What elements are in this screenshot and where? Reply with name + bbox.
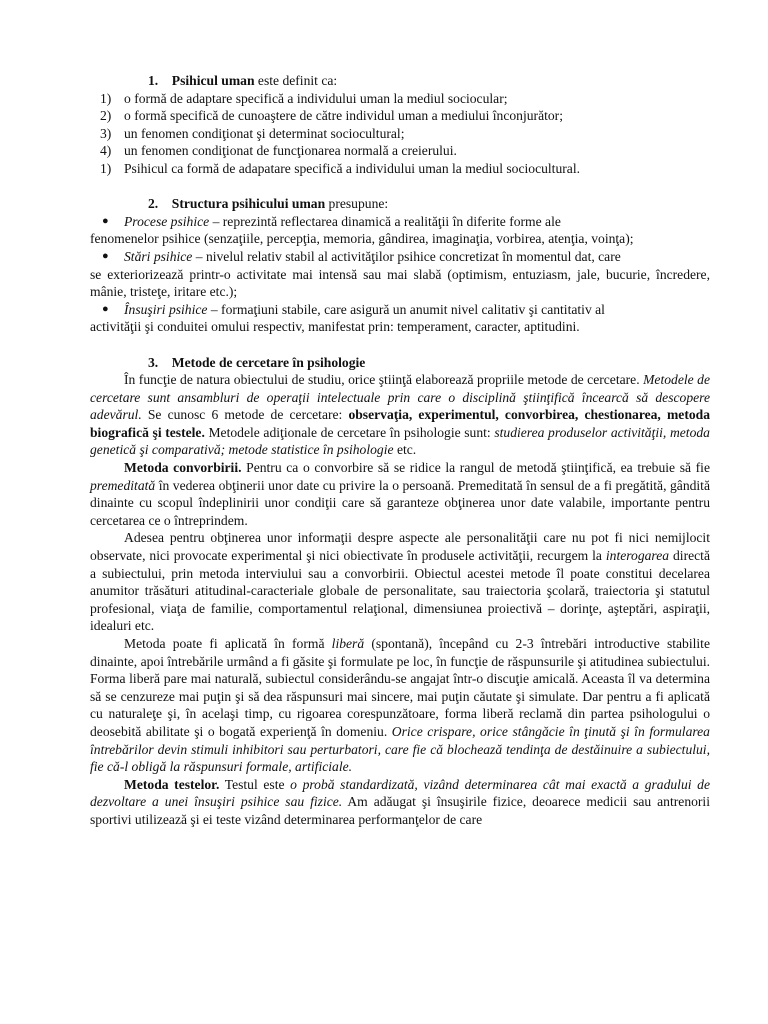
section-1-heading [90,72,710,90]
paragraph-forma-libera: Metoda poate fi aplicată în formă liberă (spontană), începând cu 2-3 întrebări introductive stabilite dinainte, apoi întrebările urmând a fi găsite şi formulate pe loc, în funcţie de răspunsurile şi atitudinea subiectului. Forma liberă pare mai naturală, subiectul considerându-se angajat într-o discuţie amicală. Aceasta îl va determina să se cenzureze mai puţin şi să dea răspunsuri mai sincere, mai puţin căutate şi simulate. Dar pentru a fi aplicată cu naturaleţe şi, în acelaşi timp, cu rigoarea corespunzătoare, forma liberă reclamă din partea psihologului o deosebită abilitate şi o bogată experienţă în domeniu. Orice crispare, orice stângăcie în ţinută şi în formularea întrebărilor devin stimuli inhibitori sau perturbatori, care fie că blochează tendinţa de destăinuire a subiectului, fie că-l obligă la răspunsuri formale, artificiale. [90,636,710,775]
paragraph-metoda-testelor: Metoda testelor. Testul este o probă standardizată, vizând determinarea cât mai exactă a gradului de dezvoltare a unei însuşiri psihice sau fizice. Am adăugat şi însuşirile fizice, deoarece medicii sau antrenorii sportivi utilizează şi ei teste vizând determinarea performanţelor de care [90,776,710,827]
paragraph-methods-intro: În funcţie de natura obiectului de studiu, orice ştiinţă elaborează propriile metode de cercetare. Metodele de cercetare sunt ansambluri de operaţii intelectuale prin care o disciplină ştiinţifică încearcă să descopere adevărul. Se cunosc 6 metode de cercetare: observaţia, experimentul, convorbirea, chestionarea, metoda biografică şi testele. Metodele adiţionale de cercetare în psihologie sunt: studierea produselor activităţii, metoda genetică şi comparativă; metode statistice în psihologie etc. [90,372,711,458]
section-2-title-rest: presupune: [325,196,389,212]
bullet-icon: ● [102,249,109,262]
section-2-number: 2. [148,196,159,212]
bullet-stari-psihice: ● Stări psihice – nivelul relativ stabil al activităţilor psihice concretizat în momentul dat, care se exteriorizează printr-o activitate mai intensă sau mai slabă (optimism, entuziasm, jale, bucurie, încredere, mânie, tristeţe, iritare etc.); [90,248,710,300]
bullet-icon: ● [102,302,109,315]
bullet-icon: ● [102,214,109,227]
list-item: 4) un fenomen condiţionat de funcţionarea normală a creierului. [100,143,457,159]
section-3-number: 3. [148,354,159,370]
paragraph-interogare: Adesea pentru obţinerea unor informaţii despre aspecte ale personalităţii care nu pot fi nici nemijlocit observate, nici provocate experimental şi nici obiectivate în produsele activităţii, recurgem la interogarea directă a subiectului, prin metoda interviului sau a convorbirii. Obiectul acestei metode îl poate constitui decelarea anumitor trăsături atitudinal-caracteriale globale de personalitate, sau traiectoria şcolară, traiectoria şi statutul profesional, viaţa de familie, comportamentul relaţional, dimensiunea proiectivă – dorinţe, aşteptări, aspiraţii, idealuri etc. [90,530,710,634]
list-item: 3) un fenomen condiţionat şi determinat sociocultural; [100,125,405,141]
definition-list [90,90,710,178]
list-item: 1) Psihicul ca formă de adapatare specifică a individului uman la mediul sociocultural. [100,160,580,176]
section-3-title: Metode de cercetare în psihologie [171,354,366,370]
paragraph-convorbire: Metoda convorbirii. Pentru ca o convorbire să se ridice la rangul de metodă ştiinţifică, ea trebuie să fie premeditată în vederea obţinerii unor date cu privire la o persoană. Premeditată în sensul de a fi pregătită, gândită dinainte cu scopul îndeplinirii unor condiţii care să garanteze obţinerea unor date valabile, importante pentru cercetarea ce o întreprindem. [90,460,710,528]
section-2-heading [90,195,710,213]
section-1-title-rest: este definit ca: [254,73,338,88]
section-1-number: 1. [148,73,159,88]
section-2-title: Structura psihicului uman [171,196,326,212]
section-3-heading [90,354,710,372]
section-1-title: Psihicul uman [171,73,255,88]
list-item: 2) o formă specifică de cunoaştere de către individul uman a mediului înconjurător; [100,108,563,124]
list-item: 1) o formă de adaptare specifică a individului uman la mediul sociocular; [100,90,508,106]
bullet-procese-psihice: ● Procese psihice – reprezintă reflectarea dinamică a realităţii în diferite forme ale fenomenelor psihice (senzaţiile, percepţia, memoria, gândirea, imaginaţia, vorbirea, atenţia, voinţa); [90,213,634,247]
bullet-insusiri-psihice: ● Însuşiri psihice – formaţiuni stabile, care asigură un anumit nivel calitativ şi cantitativ al activităţii şi conduitei omului respectiv, manifestat prin: temperament, caracter, aptitudini. [90,301,605,335]
